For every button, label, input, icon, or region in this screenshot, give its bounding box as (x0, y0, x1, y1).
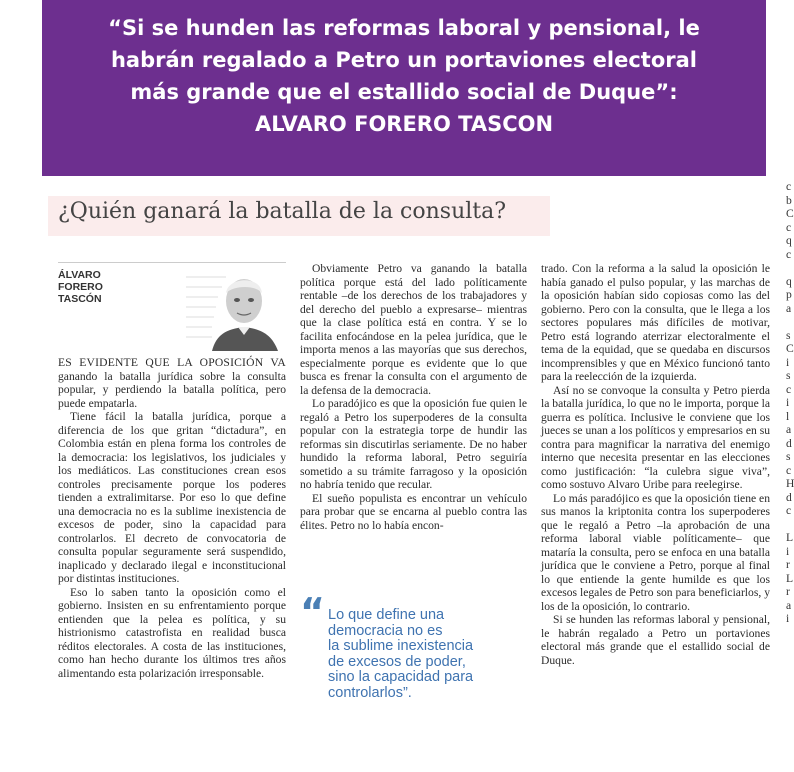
paragraph: trado. Con la reforma a la salud la oposición le había ganado el pulso popular, y las marchas de la oposición habían sido copiosas como las del gobierno. Pero con la consulta, que le llega a los sectores populares más difíciles de motivar, Petro está logrando aterrizar electoralmente el tema de la equidad, que se quedaba en discursos incomprensibles y que en México funcionó tanto para la reelección de la izquierda. (541, 262, 770, 383)
pull-quote-text: Lo que define una democracia no es la sublime inexistencia de excesos de poder, sino la capacidad para controlarlos”. (328, 607, 474, 701)
edge-letter: c (786, 247, 792, 261)
edge-letter: s (786, 328, 791, 342)
paragraph: Lo más paradójico es que la oposición tiene en sus manos la kriptonita contra los superpoderes que le regaló a Petro –la aprobación de una reforma laboral viable políticamente– que mataría la consulta, pero se enfoca en una batalla jurídica que le conviene a Petro, porque al final lo que entiende la gente humilde es que los excesos legales de Petro son para beneficiarlos, y los de la oposición, lo contrario. (541, 491, 770, 613)
edge-letter: C (786, 207, 794, 220)
banner-author-line: ALVARO FORERO TASCON (254, 112, 554, 136)
banner-quote (42, 12, 766, 140)
paragraph: Lo paradójico es que la oposición fue quien le regaló a Petro los superpoderes de la consulta popular con la estrategia torpe de hundir las reformas sin discutirlas seriamente. De no haber hundido la reforma laboral, Petro seguiría sometido a su trámite farragoso y la oposición no habría tenido que recular. (300, 397, 527, 491)
open-quote-icon: “ (300, 590, 325, 634)
edge-letter (786, 315, 794, 329)
article-headline: ¿Quién ganará la batalla de la consulta? (58, 199, 507, 224)
edge-letter: r (786, 585, 790, 598)
paragraph-text: ganando la batalla jurídica sobre la consulta popular, y perdiendo la batalla política, pero puede empatarla. (58, 369, 286, 410)
edge-letter: C (786, 342, 794, 355)
edge-letter: q (786, 274, 792, 288)
paragraph: Así no se convoque la consulta y Petro pierda la batalla jurídica, lo que no le importa, porque la guerra es política. Inclusive le conviene que los jueces se unan a los políticos y empresarios en su contra para magnificar la narrativa del enemigo interno que necesita presentar en las elecciones como justificación: “la culebra sigue viva”, como sostuvo Alvaro Uribe para reelegirse. (541, 383, 770, 491)
edge-letter: b (786, 193, 792, 207)
paragraph: El sueño populista es encontrar un vehículo para probar que se encarna al pueblo contra las élites. Petro no lo había encon- (300, 491, 527, 532)
adjacent-column-fragment (786, 180, 794, 720)
author-name: ÁLVARO FORERO TASCÓN (58, 269, 103, 305)
paragraph: Tiene fácil la batalla jurídica, porque a diferencia de los que gritan “dictadura”, en Colombia están en plena forma los controles de la democracia: los legislativos, los judiciales y los mediáticos. Las constituciones crean esos controles precisamente porque los poderes tienden a extralimitarse. Por eso lo que define una democracia no es la sublime inexistencia de excesos de poder, sino la capacidad para controlarlos. El decreto de convocatoria de consulta popular seguramente será suspendido, inaplicado y declarado ilegal e inconstitucional por distintas instituciones. (58, 410, 286, 585)
edge-letter: s (786, 450, 791, 463)
edge-letter: c (786, 463, 792, 477)
edge-letter: a (786, 423, 792, 436)
edge-letter: i (786, 544, 790, 558)
edge-letter: H (786, 477, 794, 490)
edge-letter: s (786, 369, 791, 382)
edge-letter: a (786, 301, 792, 315)
article-column-3 (541, 262, 770, 667)
paragraph: Obviamente Petro va ganando la batalla política porque está del lado políticamente rentable –de los derechos de los trabajadores y del derecho del pueblo a expresarse– mientras que la clase política está en contra. Y se lo facilita enfocándose en la pelea jurídica, que le importa menos a las mayorías que sus derechos, especialmente porque es evidente que lo que busca es frenar la consulta con el argumento de la defensa de la democracia. (300, 262, 527, 397)
edge-letter: a (786, 598, 792, 612)
banner-line: habrán regalado a Petro un portaviones electoral (110, 48, 697, 72)
edge-letter (786, 261, 794, 275)
paragraph: Eso lo saben tanto la oposición como el gobierno. Insisten en su enfrentamiento porque entienden que la pelea es política, y su histrionismo catastrofista en realidad busca réditos electorales. A costa de las instituciones, como han hecho durante los últimos tres años alimentando esta polarización irresponsable. (58, 585, 286, 680)
edge-letter: L (786, 531, 794, 544)
headline-banner (42, 0, 766, 176)
author-block (58, 262, 286, 353)
edge-letter: i (786, 396, 790, 409)
article-column-1 (58, 356, 286, 680)
edge-letter: L (786, 571, 794, 585)
banner-line: más grande que el estallido social de Duque”: (130, 80, 678, 104)
edge-letter: i (786, 355, 790, 369)
author-portrait (186, 267, 286, 351)
article-column-2 (300, 262, 527, 532)
paragraph: Si se hunden las reformas laboral y pensional, le habrán regalado a Petro un portaviones electoral más grande que el estallido social de Duque. (541, 613, 770, 667)
edge-letter: r (786, 558, 790, 571)
edge-letter: c (786, 382, 792, 396)
paragraph (58, 356, 286, 410)
edge-letter: c (786, 504, 792, 517)
banner-line: “Si se hunden las reformas laboral y pensional, le (108, 16, 700, 40)
edge-letter: p (786, 288, 792, 301)
edge-letter: q (786, 234, 792, 247)
edge-letter (786, 518, 794, 532)
edge-letter: c (786, 220, 792, 234)
edge-letter: l (786, 409, 790, 423)
edge-letter: d (786, 436, 792, 450)
edge-letter: c (786, 180, 792, 193)
lead-in: ES EVIDENTE QUE LA OPOSICIÓN VA (58, 356, 286, 369)
edge-letter: d (786, 490, 792, 504)
edge-letter: i (786, 612, 790, 625)
